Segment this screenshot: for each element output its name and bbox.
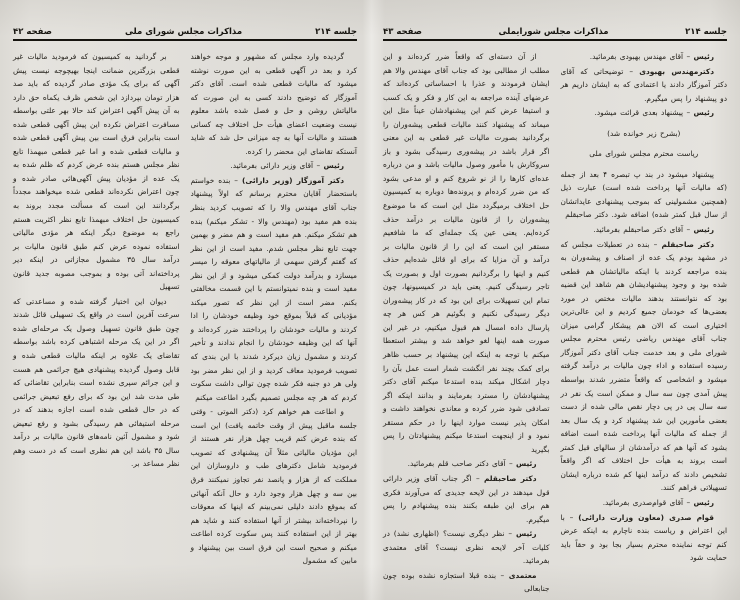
- paragraph: پیشنهاد میشود در بند پ تبصره ۴ بعد از جمله (که مالیات آنها پرداخت شده است) عبارت ذیل (همچنین مشمولینی که بموجب پیشنهادی عایداتشان از سال قبل کمتر شده) اضافه شود. دکتر صاحبقلم: [560, 169, 727, 220]
- centered-line: ریاست محترم مجلس شورای ملی: [589, 149, 699, 159]
- speaker-name: معتمدی: [508, 570, 537, 580]
- page-right-columns: [13, 50, 357, 570]
- speech-paragraph: رئیس – آقای قوام‌صدری بفرمائید.: [602, 497, 714, 507]
- speaker-name: دکتر صاحبقلم: [661, 239, 714, 249]
- header-session-number: جلسه ۲۱۴: [315, 27, 357, 37]
- speaker-name: دکتر صاحبقلم: [483, 473, 537, 483]
- speaker-name: دکتر آموزگار (وزیر دارائی): [241, 175, 344, 185]
- speaker-name: رئیس: [516, 529, 537, 539]
- page-left-header: [383, 27, 727, 41]
- header-title: مذاکرات مجلس شورایملی: [498, 27, 609, 37]
- speaker-name: رئیس: [693, 108, 714, 118]
- speaker-name: رئیس: [516, 459, 537, 469]
- page-right-scan: [0, 27, 370, 592]
- page-right-header: [13, 27, 357, 41]
- speaker-name: رئیس: [693, 225, 714, 235]
- speech-paragraph: رئیس – آقای دکتر صاحب قلم بفرمائید.: [407, 459, 537, 469]
- text-column-outer: [191, 50, 358, 570]
- header-page-number: صفحه ۴۲: [13, 27, 52, 37]
- paragraph: از آن دسته‌ای که واقعاً ضرر کرده‌اند و این مطلب از مطالبی بود که جناب آقای مهندس والا هم ایشان فرمودند و عذرا با احساساتی کرده‌اند که عرضهای آینده مراجعه به این کار و فکر و یک کسب و استیفا عرض کنم این پیشنهادشان عیناً مثل این میماند که پیشنهاد کنند مالیات قطعی پیشه‌وران را برگردانید بصورت مالیات غیر قطعی به این معنی اگر قرار باشد در پیشه‌وری رسیدگی بشود و باز سروکارش با مأمور وصول مالیات باشد و من درباره عده‌ای کارها را از نو شروع کنم و او مدعی بشود که من ضرر کرده‌ام و پرونده‌ها دوباره به کمیسیون حل اختلاف برمیگردد مثل این است که ما موضوع پیشه‌وران را از قانون مالیات بر درآمد حذف کرده‌ایم. یعنی عین یک جمله‌ای که ما شافعیم مستقر این است که این را از قانون مالیات بر درآمد و آن مزایا که برای او قائل شده‌ایم حذف کنیم و اینها را برگردانیم بصورت اول و بصورت یک تاجر رسیدگی کنیم. یعنی باید در کمیسیونها، چون تمام این تسهیلات برای این بود که در کار پیشه‌وران دیگر رسیدگی نکنیم و بگوئیم هر کس هر چه پارسال داده امسال هم قبول میکنیم، در غیر این صورت همه اینها لغو خواهد شد و بیشتر استعطا میکنم با توجه به اینکه این پیشنهاد بر حسب ظاهر برای کمک بچند نفر انگشت شمار است عمل بآن را دچار اشکال میکند بنده استدعا میکنم آقای دکتر پیشنهادشان را مسترد بفرمایند و بدانند اینکه اگر تصادفی شود ضرر کرده و معاندی نخواهند داشت و امکان پذیر نیست موارد اینها را در حکم مستقر نمود و از اینجهت استدعا میکنم پیشنهادتان را پس بگیرید: [383, 52, 550, 454]
- speaker-name: رئیس: [323, 161, 344, 171]
- speech-paragraph: رئیس – آقای مهندس بهبودی بفرمائید.: [589, 52, 714, 61]
- header-session-number: جلسه ۲۱۴: [685, 27, 727, 37]
- speech-paragraph: دکتر صاحبقلم – اگر جناب آقای وزیر دارائی قول میدهند در این لایحه جدیدی که می‌آورند فکری هم برای این طبقه بکنند بنده پیشنهادم را پس میگیرم.: [383, 473, 550, 524]
- centered-line: (بشرح زیر خوانده شد): [607, 128, 681, 138]
- speech-paragraph: معتمدی – بنده قبلا استجازه نشده بوده چون جنابعالی: [383, 570, 550, 594]
- speech-paragraph: رئیس – آقای دکتر صاحبقلم بفرمائید.: [593, 225, 714, 235]
- speech-paragraph: رئیس – آقای وزیر دارائی بفرمائید.: [230, 161, 344, 171]
- paragraph: گردیده وارد مجلس که مشهور و موجه خواهند کرد و بعد در آگهی قطعی به این صورت نوشته میشود که مالیات قطعی شده است. آقای دکتر آموزگار که توضیح دادند کسی به این صورت که مالیاتش روشن و حل و فصل شده باشد معلوم نیست وضعیت اعضای هیأت حل اختلاف چه کسانی هستند و مالیات آنها به چه میزانی حل شد که شاید آنستکه تقاضای این محضر را کرده.: [190, 52, 357, 156]
- speech-paragraph: قوام صدری (معاون وزارت دارائی) – با این اعتراض و ریاست بنده ناچارم به اینکه عرض کنم توجه نماینده محترم بسیار بجا بود و حقاً باید حمایت شود: [560, 512, 727, 563]
- speaker-name: دکترمهندس بهبودی: [639, 66, 714, 76]
- speech-paragraph: دکتر صاحبقلم – بنده در تعطیلات مجلس که در مشهد بودم یک عده از اصناف و پیشه‌وران به بنده مراجعه کردند با اینکه مالیاتشان هم قطعی شده بود و وجود پیشنهادیشان هم شاهد این قضیه بود که نتوانستند بدهند مالیات مختص در مورد بعضی‌ها که خودمان جمیع کردیم و این عالی‌ترین اختیاری است که الان هم پیشکار گرامی میزان جناب آقای مهندس ریاضی رئیس محترم مجلس شورای ملی و بعد خدمت جناب آقای دکتر آموزگار رسیده استفاده و اداء چون مالیات بر درآمد گرفته میشود و اشخاصی که واقعاً متضرر شدند بواسطه پیش آمدی چون سه سال و ممکن است یک نفر در سه سال پی در پی دچار نقص مالی شده از دست بعضی مأمورین این شد پیشنهاد کرد و یک سال بعد از جمله که مالیات آنها پرداخت شده است اضافه بشود که آنها هم که درآمدشان از سالهای قبل کمتر است بروند به هیأت حل اختلاف که اگر واقعاً تشخیص دادند که درآمد اینها کم شده درباره ایشان تسهیلاتی فراهم کنند.: [560, 239, 727, 493]
- speech-paragraph: رئیس – نظر دیگری نیست؟ (اظهاری نشد) در کلیات آخر لایحه نظری نیست؟ آقای معتمدی بفرمائید.: [383, 529, 550, 566]
- page-left-columns: [383, 50, 727, 594]
- speech-paragraph: رئیس – پیشنهاد بعدی قرائت میشود.: [594, 108, 714, 118]
- text-column-inner: [13, 50, 180, 570]
- paragraph: بر گردانید به کمیسیون که فرمودید مالیات غیر قطعی بزرگترین ضمانت اینجا بهیچوجه نیست پیش آگهی که برای یک مؤدی صادر گردیده که باید صد هزار تومان بپردازد این شخص ظرف یکماه حق دارد به آن پیش آگهی اعتراض کند حالا بهر علتی بواسطه مسافرت اعتراض نکرده این پیش آگهی قطعی شده است بنابراین فرق است بین پیش آگهی قطعی شده و مالیات قطعی شده و اما غیر قطعی مبهمذا تابع نظر مجلس هستم بنده عرض کردم که ظلم شده به یک عده از مؤدیان پیش آگهی‌هائی صادر شده و چون اعتراض نکرده‌اند قطعی شده میخواهند مجدداً برگردانند این است که مسألت مجدد بروند به کمیسیون حل اختلاف مبهمذا تابع نظر اکثریت هستم راجع به موضوع دیگر اینکه هر مؤدی مالیاتی استفاده نموده عرض کنم طبق قانون مالیات بر درآمد سال ۳۵ مشمول مجازاتی در اینکه دیر پرداخته‌اند آتی بوده و بموجب مصوبه جدید قانون تسهیل: [13, 52, 180, 292]
- speaker-name: رئیس: [693, 497, 714, 507]
- speech-paragraph: دکتر آموزگار (وزیر دارائی) – بنده خواستم باستحضار آقایان محترم برسانم که اولاً پیشنهاد جناب آقای مهندس والا را که تصویب کردید بنظر بنده هم مفید بود (مهندس والا - تشکر میکنم) بنده هم تشکر میکنم. هم مفید است و هم مضر و بهمین جهت تابع نظر مجلس شدم. مفید است از این نظر که گفتم گرفتن سهمی از مالیاتهای معوقه را میسر میسازد و بدرآمد دولت کمکی میشود و از این نظر مفید است و بنده نمیتوانستم با این قسمت مخالفتی بکنم. مضر است از این نظر که تصور میکند مؤدیانی که قبلاً بموقع خود وظیفه خودشان را ادا کردند و مالیات خودشان را پرداختند ضرر کرده‌اند و آنها که این وظیفه خودشان را انجام ندادند و تأخیر کردند و مشمول زیان دیرکرد شدند با این بندی که تصویب فرمودید معاف کردید و از این نظر مضر بود ولی هر دو جنبه فکر شده چون توالی داشت سکوت کردم که هر چه مجلس تصمیم بگیرد اطاعت میکنم: [190, 175, 357, 402]
- header-page-number: صفحه ۴۳: [383, 27, 422, 37]
- paragraph: و اطاعت هم خواهم کرد (دکتر الموتی - وقتی جلسه ماقبل پیش از وقت خاتمه یافت) این است که بنده عرض کنم قریب چهل هزار نفر هستند از این مؤدیان مالیاتی مثلاً آن پیشنهادی که تصویب فرمودید شامل دکترهای طب و داروسازان این مملکت که از هزار و پانصد نفر تجاوز نمیکنند فرق بین سه و چهل هزار وجود دارد و حال آنکه آنهائی که بموقع دادند دلیلی نمی‌بینم که اینها که معوقات را نپرداخته‌اند بیشتر از آنها استفاده کنند و شاید هم بهتر از این استفاده کنند پس سکوت کرده اطاعت میکنم و صحیح است این فرق است بین پیشنهاد و مابین که مشمول: [190, 407, 357, 566]
- text-column-inner: [561, 50, 728, 570]
- speaker-name: رئیس: [693, 52, 714, 61]
- page-left-scan: [370, 27, 740, 592]
- speaker-name: قوام صدری (معاون وزارت دارائی): [578, 512, 715, 522]
- speech-paragraph: دکترمهندس بهبودی – توضیحاتی که آقای دکتر آموزگار دادند یا اعتمادی که به ایشان داریم هر دو پیشنهاد را پس میگیرم.: [560, 66, 727, 103]
- header-title: مذاکرات مجلس شورای ملی: [124, 27, 243, 37]
- text-column-outer: [383, 50, 550, 594]
- paragraph: دیوان این اختیار گرفته شده و مساعدتی که سرعت آفرین است در واقع یک تسهیلی قائل شدند چون طبق قانون تسهیل وصول یک مرحله‌ای شده اگر در این یک مرحله اشتباهی کرده باشد بواسطه تقاضای یک علاوه بر اینکه مالیات قطعی شده و قابل وصول گردیده پیشنهادی هیچ جرائمی هم هست و این جرائم سپری نشده است بنابراین تقاضائی که طی مدت شد این بود که برای رفع تبعیض جرائمی که در حال قطعی شده است اجازه بدهند که در مرحله استیفائی هم رسیدگی بشود و رفع تبعیض شود و مشمول آئین نامه‌های قانون مالیات بر درآمد سال ۳۵ باشد این هم نظری است که در دست وهم نظر مساعد بر.: [13, 296, 180, 469]
